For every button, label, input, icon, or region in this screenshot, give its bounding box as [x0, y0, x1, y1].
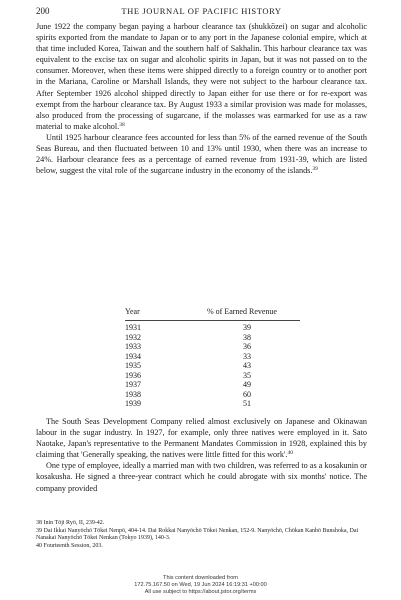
percent-cell: 38: [243, 332, 251, 342]
table-row: [125, 371, 300, 381]
table-row: [125, 399, 300, 409]
download-notice-terms-link[interactable]: All use subject to https://about.jstor.org/terms: [144, 588, 257, 595]
footnotes: [36, 520, 367, 550]
paragraph-1-text: June 1922 the company began paying a harbour clearance tax (shukkōzei) on sugar and alcoholic spirits exported from the mandate to Japan or to any port in the Japanese colonial empire, which at that time included Korea, Taiwan and the southern half of Sakhalin. This harbour clearance tax was equivalent to the excise tax on sugar and alcoholic spirits in Japan, but it was not passed on to the consumer. Moreover, when these items were shipped directly to a foreign country or to another port in the Mariana, Caroline or Marshall Islands, they were not subject to the harbour clearance tax. After September 1926 alcohol shipped directly to Japan either for use there or for re-export was exempt from the harbour clearance tax. By August 1933 a similar provision was made for molasses, also produced from the processing of sugarcane, if the molasses was earmarked for use as a raw material to make alcohol.: [36, 22, 367, 131]
body-text-bottom: [36, 416, 367, 494]
footnote-ref-39[interactable]: 39: [312, 166, 318, 173]
percent-cell: 36: [243, 342, 251, 351]
percent-cell: 35: [243, 370, 251, 380]
running-header: [36, 6, 367, 20]
table-row: [125, 380, 300, 390]
footnote-40: 40 Fourteenth Session, 203.: [36, 542, 103, 549]
download-notice-line: This content downloaded from: [163, 575, 238, 581]
year-cell: 1939: [125, 399, 141, 408]
year-cell: 1931: [125, 323, 141, 332]
paragraph-4: [36, 460, 367, 493]
table-row: [125, 342, 300, 352]
percent-cell: 49: [243, 380, 251, 389]
paragraph-4-text: One type of employee, ideally a married man with two children, was referred to as a kosakunin or kosakusha. He signed a three-year contract which he could abrogate with six months' notice. The company provided: [36, 461, 367, 493]
table-row: [125, 361, 300, 371]
year-cell: 1933: [125, 342, 141, 351]
year-cell: 1937: [125, 380, 141, 389]
table-body: [125, 323, 300, 409]
paragraph-3: [36, 416, 367, 460]
percent-cell: 51: [243, 399, 251, 408]
percent-cell: 33: [243, 351, 251, 361]
paragraph-3-text: The South Seas Development Company relied almost exclusively on Japanese and Okinawan labour in the sugar industry. In 1927, for example, only three natives were employed in it. Sato Naotake, Japan's representative to the Permanent Mandates Commission in 1928, explained this by claiming that 'Generally speaking, the natives were little fitted for this work'.: [36, 417, 367, 460]
table-rule: [125, 320, 300, 321]
year-cell: 1936: [125, 370, 141, 380]
paragraph-1: [36, 21, 367, 132]
paragraph-2: [36, 132, 367, 176]
download-notice: [0, 575, 401, 595]
table-row: [125, 390, 300, 400]
table-row: [125, 333, 300, 343]
page-number: 200: [36, 6, 50, 16]
year-cell: 1935: [125, 361, 141, 370]
paragraph-2-text: Until 1925 harbour clearance fees accounted for less than 5% of the earned revenue of the South Seas Bureau, and then fluctuated between 10 and 13% until 1930, when there was an increase to 24%. Harbour clearance fees as a percentage of earned revenue from 1931-39, which are listed below, suggest the vital role of the sugarcane industry in the economy of the islands.: [36, 132, 367, 176]
footnote-ref-40[interactable]: 40: [287, 450, 293, 457]
year-cell: 1934: [125, 351, 141, 361]
body-text-top: [36, 21, 367, 176]
footnote-ref-38[interactable]: 38: [119, 121, 125, 128]
footnote-38: 38 Inin Tōji Ryō, II, 239-42.: [36, 520, 105, 526]
download-notice-line: 172.75.167.50 on Wed, 19 Jun 2024 16:19:31 +00:00: [134, 581, 267, 588]
percent-cell: 43: [243, 361, 251, 370]
table-header: [125, 307, 300, 319]
table-row: [125, 323, 300, 333]
table-row: [125, 352, 300, 362]
footnote-39: 39 Dai Ikkai Nanyōchō Tōkei Nenpō, 404-14. Dai Rokkai Nanyōchō Tōkei Nenkan, 152-9. Nanyōchō, Chōkan Kanbō Bunshoka, Dai Nanakai Nanyōchō Tōkei Nenkan (Tokyo 1939), 140-3.: [36, 527, 359, 542]
year-cell: 1938: [125, 389, 141, 399]
column-header-year: Year: [125, 307, 140, 316]
column-header-percent: % of Earned Revenue: [207, 307, 277, 316]
percent-cell: 39: [243, 323, 251, 332]
percent-cell: 60: [243, 389, 251, 399]
revenue-table: [125, 307, 300, 409]
journal-title: THE JOURNAL OF PACIFIC HISTORY: [121, 6, 282, 16]
year-cell: 1932: [125, 332, 141, 342]
